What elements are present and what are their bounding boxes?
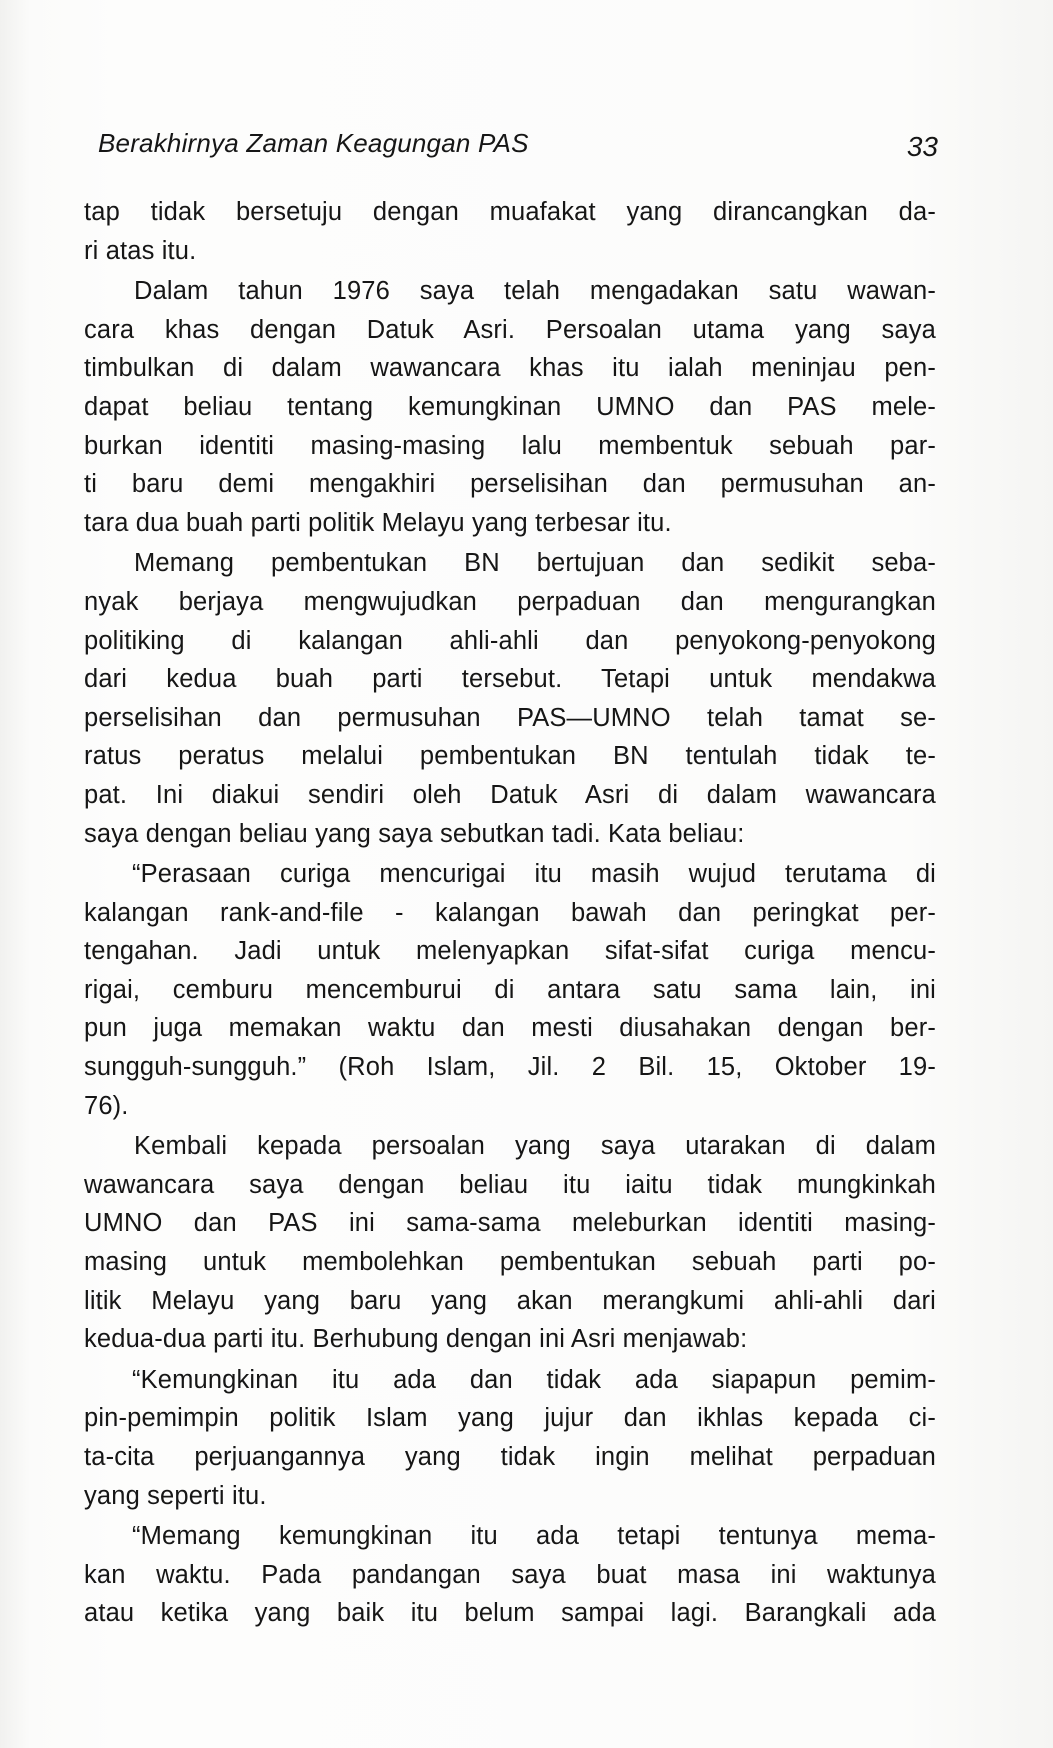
text-line: kan waktu. Pada pandangan saya buat masa ini waktunya <box>84 1560 936 1589</box>
text-line: yang seperti itu. <box>84 1481 267 1510</box>
text-line: Dalam tahun 1976 saya telah mengadakan satu wawan- <box>134 277 936 306</box>
text-line: UMNO dan PAS ini sama-sama meleburkan identiti masing- <box>84 1209 936 1238</box>
text-line: ta-cita perjuangannya yang tidak ingin melihat perpaduan <box>84 1443 936 1471</box>
page-number: 33 <box>906 131 938 162</box>
text-line: litik Melayu yang baru yang akan merangkumi ahli-ahli dari <box>84 1286 936 1315</box>
text-line: kedua-dua parti itu. Berhubung dengan ini Asri menjawab: <box>84 1325 748 1354</box>
text-line: pun juga memakan waktu dan mesti diusahakan dengan ber- <box>84 1014 936 1043</box>
text-line: dapat beliau tentang kemungkinan UMNO dan PAS mele- <box>84 392 936 421</box>
text-line: ri atas itu. <box>84 236 197 265</box>
text-line: “Perasaan curiga mencurigai itu masih wujud terutama di <box>132 860 936 889</box>
text-line: pat. Ini diakui sendiri oleh Datuk Asri di dalam wawancara <box>84 780 936 809</box>
text-line: atau ketika yang baik itu belum sampai lagi. Barangkali ada <box>84 1599 936 1628</box>
text-line: cara khas dengan Datuk Asri. Persoalan utama yang saya <box>84 315 936 344</box>
text-line: nyak berjaya mengwujudkan perpaduan dan mengurangkan <box>84 587 936 616</box>
text-line: tap tidak bersetuju dengan muafakat yang dirancangkan da- <box>84 198 936 226</box>
text-line: masing untuk membolehkan pembentukan sebuah parti po- <box>84 1248 936 1277</box>
text-line: saya dengan beliau yang saya sebutkan tadi. Kata beliau: <box>84 819 745 848</box>
text-line: tengahan. Jadi untuk melenyapkan sifat-sifat curiga mencu- <box>84 937 936 966</box>
text-line: dari kedua buah parti tersebut. Tetapi untuk mendakwa <box>84 665 936 694</box>
text-line: Kembali kepada persoalan yang saya utarakan di dalam <box>134 1132 936 1161</box>
running-header <box>98 128 938 168</box>
text-line: tara dua buah parti politik Melayu yang terbesar itu. <box>84 508 672 537</box>
text-line: burkan identiti masing-masing lalu membentuk sebuah par- <box>84 431 936 460</box>
text-line: Memang pembentukan BN bertujuan dan sedikit seba- <box>134 549 936 578</box>
text-line: 76). <box>84 1091 129 1120</box>
running-title: Berakhirnya Zaman Keagungan PAS <box>98 128 529 158</box>
text-line: sungguh-sungguh.” (Roh Islam, Jil. 2 Bil. 15, Oktober 19- <box>84 1053 936 1082</box>
text-line: perselisihan dan permusuhan PAS—UMNO telah tamat se- <box>84 703 936 732</box>
text-line: ratus peratus melalui pembentukan BN tentulah tidak te- <box>84 742 936 771</box>
text-line: ti baru demi mengakhiri perselisihan dan permusuhan an- <box>84 470 936 499</box>
text-line: pin-pemimpin politik Islam yang jujur dan ikhlas kepada ci- <box>84 1404 936 1433</box>
text-line: rigai, cemburu mencemburui di antara satu sama lain, ini <box>84 975 936 1004</box>
text-line: wawancara saya dengan beliau itu iaitu tidak mungkinkah <box>84 1170 936 1199</box>
text-line: timbulkan di dalam wawancara khas itu ialah meninjau pen- <box>84 354 936 383</box>
text-line: “Kemungkinan itu ada dan tidak ada siapapun pemim- <box>132 1365 936 1394</box>
text-line: politiking di kalangan ahli-ahli dan penyokong-penyokong <box>84 626 936 655</box>
text-line: kalangan rank-and-file - kalangan bawah dan peringkat per- <box>84 898 936 927</box>
body-text <box>84 193 936 1633</box>
text-line: “Memang kemungkinan itu ada tetapi tentunya mema- <box>132 1522 936 1551</box>
